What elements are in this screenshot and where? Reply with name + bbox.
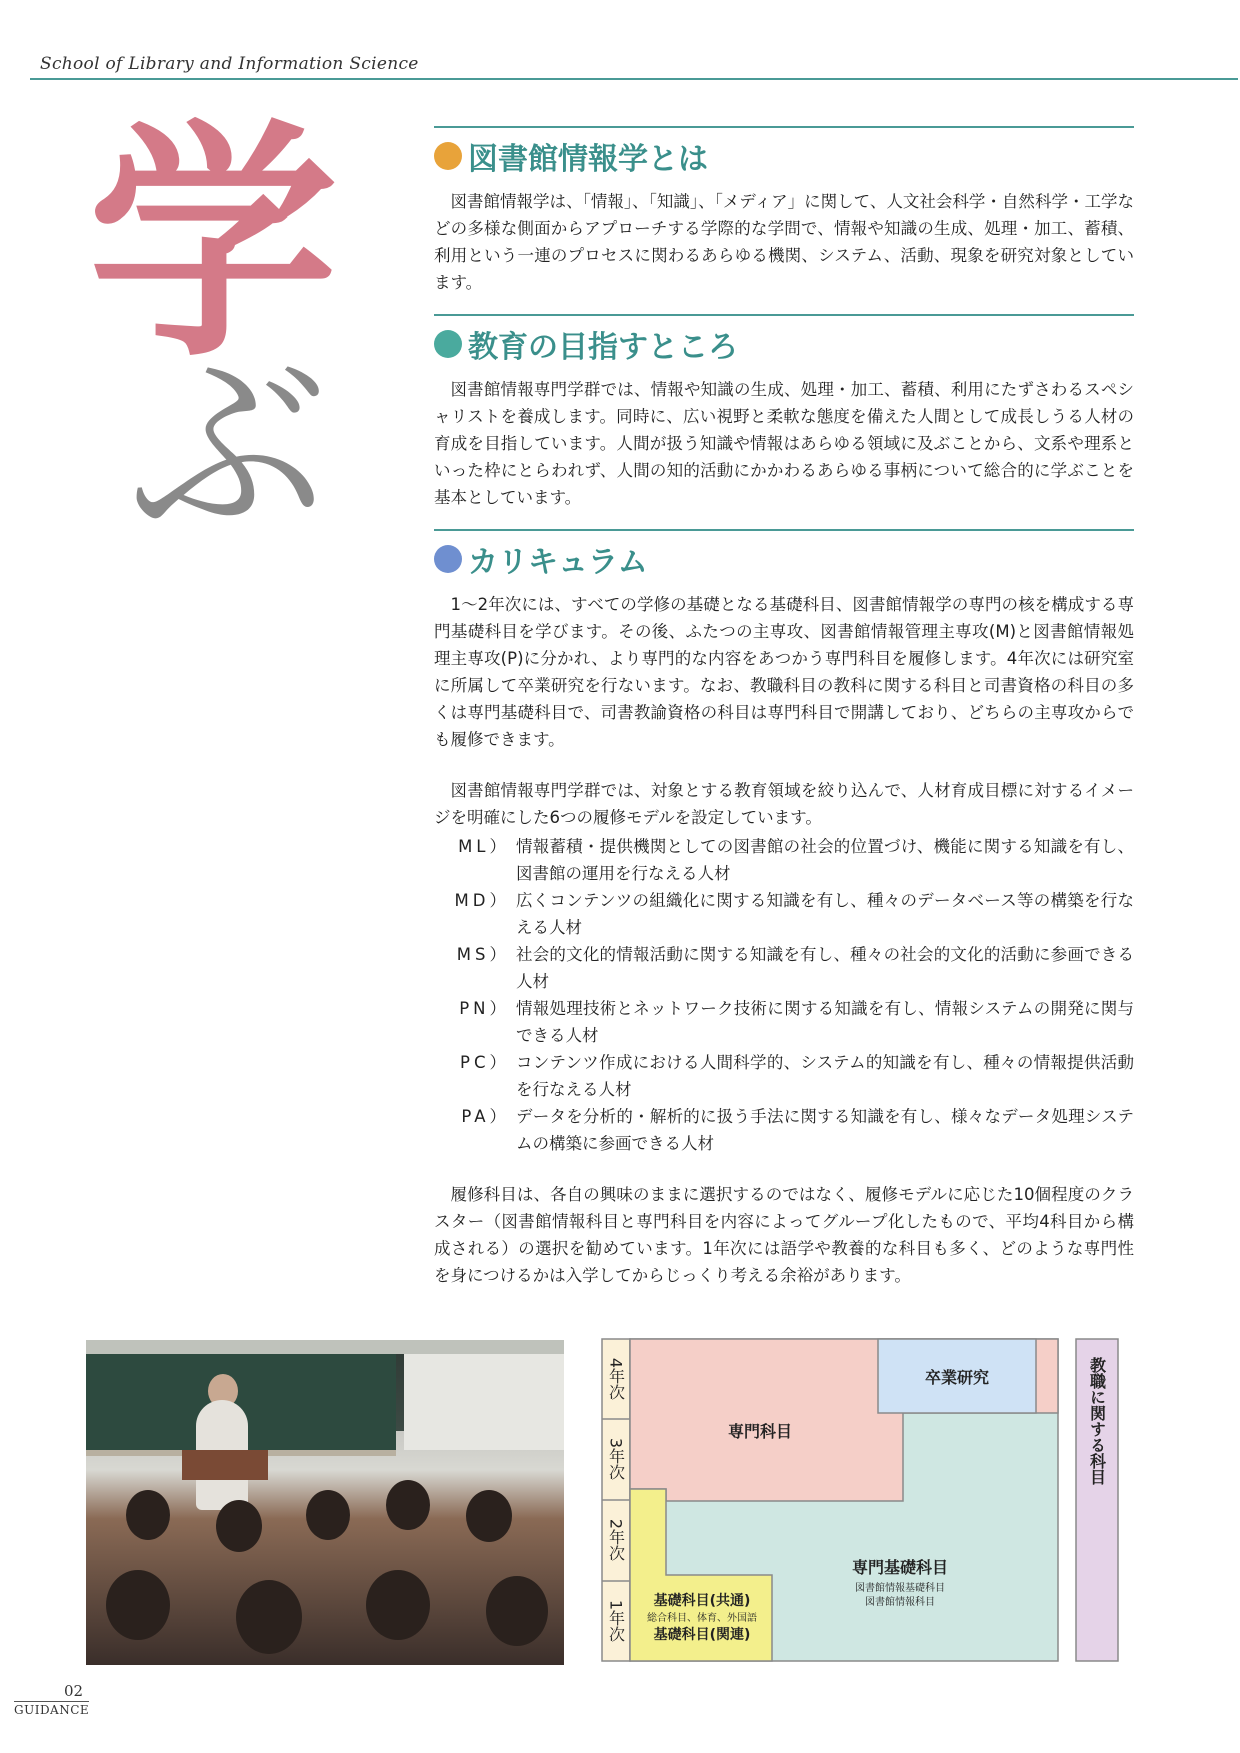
list-item [434, 1049, 1134, 1103]
big-title-char-1: 学 [88, 96, 338, 390]
basic-specialized-label: 専門基礎科目 [851, 1558, 949, 1577]
main-content [434, 126, 1134, 1307]
page-label: GUIDANCE [14, 1703, 90, 1717]
curriculum-diagram-svg [600, 1337, 1120, 1665]
big-title-char-2: ぶ [128, 331, 329, 564]
photo-student [106, 1570, 170, 1640]
teal-dot-icon [434, 330, 462, 358]
list-item [434, 1103, 1134, 1157]
section-about [434, 126, 1134, 296]
section-heading [434, 314, 1134, 366]
year-label-3: 3年次 [606, 1437, 626, 1481]
basic-common-label: 基礎科目(共通) [653, 1593, 751, 1609]
model-code: MS） [456, 945, 510, 964]
paragraph: 図書館情報専門学群では、対象とする教育領域を絞り込んで、人材育成目標に対するイメージを明確にした6つの履修モデルを設定しています。 [434, 781, 1134, 827]
photo-student [126, 1490, 170, 1540]
paragraph: 図書館情報専門学群では、情報や知識の生成、処理・加工、蓄積、利用にたずさわるスペシャリストを養成します。同時に、広い視野と柔軟な態度を備えた人間として成長しうる人材の育成を目指しています。人間が扱う知識や情報はあらゆる領域に及ぶことから、文系や理系といった枠にとらわれず、人間の知的活動にかかわるあらゆる事柄について総合的に学ぶことを基本としています。 [434, 380, 1134, 507]
paragraph: 1～2年次には、すべての学修の基礎となる基礎科目、図書館情報学の専門の核を構成する専門基礎科目を学びます。その後、ふたつの主専攻、図書館情報管理主専攻(M)と図書館情報処理主専攻(P)に分かれ、より専門的な内容をあつかう専門科目を履修します。4年次には研究室に所属して卒業研究を行ないます。なお、教職科目の教科に関する科目と司書資格の科目の多くは専門基礎科目で、司書教諭資格の科目は専門科目で開講しており、どちらの主専攻からでも履修できます。 [434, 595, 1134, 749]
basic-related-label: 基礎科目(関連) [653, 1627, 751, 1643]
section-curriculum [434, 529, 1134, 1289]
model-code: PA） [461, 1107, 510, 1126]
teaching-label: 教職に関する科目 [1087, 1357, 1107, 1485]
orange-dot-icon [434, 142, 462, 170]
specialized-label: 専門科目 [727, 1422, 793, 1441]
model-text: 情報蓄積・提供機関としての図書館の社会的位置づけ、機能に関する知識を有し、図書館の運用を行なえる人材 [516, 837, 1134, 883]
photo-whiteboard [404, 1354, 564, 1450]
section-goals [434, 314, 1134, 511]
photo-student [466, 1490, 512, 1542]
photo-student [216, 1500, 262, 1552]
section-heading-text: カリキュラム [468, 545, 648, 580]
paragraph: 履修科目は、各自の興味のままに選択するのではなく、履修モデルに応じた10個程度のクラスター（図書館情報科目と専門科目を内容によってグループ化したもので、平均4科目から構成される）の選択を勧めています。1年次には語学や教養的な科目も多く、どのような専門性を身につけるかは入学してからじっくり考える余裕があります。 [434, 1185, 1134, 1285]
page-number: 02 [64, 1682, 84, 1700]
model-text: コンテンツ作成における人間科学的、システム的知識を有し、種々の情報提供活動を行なえる人材 [516, 1053, 1134, 1099]
section-heading [434, 529, 1134, 581]
basic-specialized-sub1: 図書館情報基礎科目 [855, 1583, 945, 1594]
model-code: PC） [460, 1053, 510, 1072]
list-item [434, 833, 1134, 887]
header-rule [30, 78, 1238, 80]
graduation-label: 卒業研究 [924, 1368, 990, 1387]
year-label-2: 2年次 [606, 1518, 626, 1562]
list-item [434, 995, 1134, 1049]
photo-student [306, 1490, 350, 1540]
section-heading-text: 図書館情報学とは [468, 142, 708, 177]
model-code: MD） [454, 891, 510, 910]
paragraph: 図書館情報学は、「情報」、「知識」、「メディア」に関して、人文社会科学・自然科学・工学などの多様な側面からアプローチする学際的な学問で、情報や知識の生成、処理・加工、蓄積、利用という一連のプロセスに関わるあらゆる機関、システム、活動、現象を研究対象としています。 [434, 192, 1134, 292]
list-item [434, 941, 1134, 995]
photo-student [386, 1480, 430, 1530]
model-code: ML） [458, 837, 510, 856]
blue-dot-icon [434, 545, 462, 573]
photo-student [486, 1576, 548, 1646]
year-label-1: 1年次 [606, 1599, 626, 1643]
section-heading-text: 教育の目指すところ [468, 330, 738, 365]
model-list [434, 833, 1134, 1157]
model-text: 情報処理技術とネットワーク技術に関する知識を有し、情報システムの開発に関与できる人材 [516, 999, 1134, 1045]
classroom-photo [86, 1340, 564, 1665]
header-title: School of Library and Information Science [40, 54, 419, 74]
model-text: データを分析的・解析的に扱う手法に関する知識を有し、様々なデータ処理システムの構築に参画できる人材 [516, 1107, 1134, 1153]
curriculum-diagram [600, 1337, 1120, 1665]
model-text: 広くコンテンツの組織化に関する知識を有し、種々のデータベース等の構築を行なえる人材 [516, 891, 1134, 937]
list-item [434, 887, 1134, 941]
year-label-4: 4年次 [606, 1357, 626, 1401]
model-text: 社会的文化的情報活動に関する知識を有し、種々の社会的文化的活動に参画できる人材 [516, 945, 1134, 991]
photo-student [366, 1570, 430, 1640]
basic-specialized-sub2: 図書館情報科目 [865, 1597, 935, 1608]
photo-student [236, 1580, 302, 1654]
photo-podium [182, 1450, 268, 1480]
model-code: PN） [459, 999, 510, 1018]
section-heading [434, 126, 1134, 178]
basic-common-sub: 総合科目、体育、外国語 [647, 1613, 757, 1624]
photo-wall [86, 1340, 564, 1354]
